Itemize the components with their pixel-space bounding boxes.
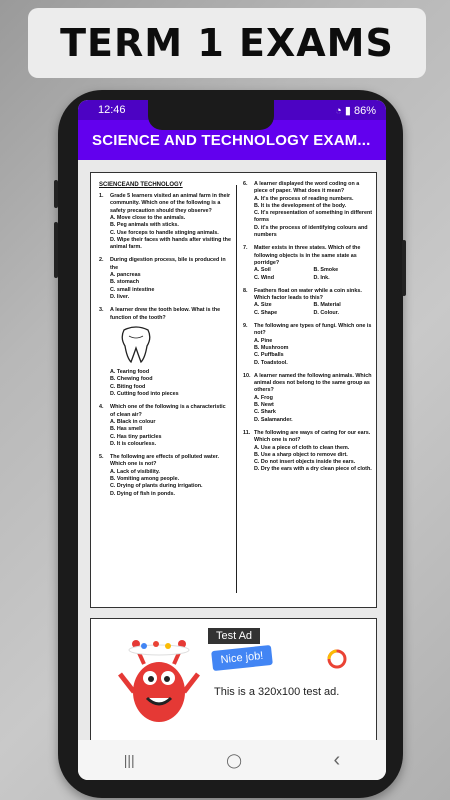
question-stem xyxy=(243,373,373,395)
question-stem xyxy=(243,288,373,303)
question-text: Which one of the following is a characteristic of clean air? xyxy=(110,404,226,418)
question-text: The following are types of fungi. Which one is not? xyxy=(254,323,372,337)
answer-options xyxy=(243,267,373,282)
question-number: 8. xyxy=(243,287,248,294)
answer-option: B. Vomiting among people. xyxy=(110,476,180,482)
question-text: A learner displayed the word coding on a piece of paper. What does it mean? xyxy=(254,181,360,195)
answer-options xyxy=(243,338,373,367)
question-number: 2. xyxy=(99,257,104,264)
battery-icon: ▮ xyxy=(344,104,351,117)
exam-question xyxy=(243,288,373,317)
question-number: 6. xyxy=(243,181,248,187)
app-title: SCIENCE AND TECHNOLOGY EXAM... xyxy=(92,131,371,149)
question-stem xyxy=(99,257,231,272)
recents-button[interactable]: ||| xyxy=(123,752,135,768)
left-column xyxy=(99,181,231,504)
exam-question xyxy=(243,323,373,367)
answer-options xyxy=(243,395,373,424)
answer-options xyxy=(99,215,231,251)
volume-button xyxy=(54,180,58,208)
answer-option: C. Biting food xyxy=(110,383,146,390)
answer-options xyxy=(99,369,231,398)
question-text: A learner named the following animals. Which animal does not belong to the same group as others? xyxy=(254,372,372,394)
right-column xyxy=(243,181,373,480)
system-nav-bar xyxy=(78,740,386,780)
question-number: 11. xyxy=(243,429,251,436)
exam-question xyxy=(99,307,231,398)
exam-heading: SCIENCEAND TECHNOLOGY xyxy=(99,182,183,188)
question-number: 5. xyxy=(99,454,104,461)
answer-option: A. It's the process of reading numbers. xyxy=(254,195,354,202)
question-number: 4. xyxy=(99,404,104,411)
banner-title: TERM 1 EXAMS xyxy=(60,21,394,65)
column-divider xyxy=(236,185,237,593)
home-button[interactable]: ◯ xyxy=(226,751,242,768)
answer-option: A. Soil xyxy=(254,267,271,274)
phone-screen xyxy=(78,100,386,780)
back-button[interactable]: ‹ xyxy=(333,748,341,771)
question-number: 1. xyxy=(99,193,104,200)
answer-option: D. Ink. xyxy=(313,274,330,281)
title-banner xyxy=(28,8,426,78)
battery-indicator xyxy=(335,104,376,117)
answer-option: C. Shape xyxy=(254,309,278,316)
question-text: During digestion process, bile is produced in the xyxy=(110,257,226,271)
battery-level: 86% xyxy=(353,104,376,117)
question-number: 9. xyxy=(243,323,248,330)
question-number: 7. xyxy=(243,245,248,252)
answer-option: B. It is the development of the body. xyxy=(254,202,347,209)
answer-option: B. Mushroom xyxy=(254,344,289,351)
answer-option: A. Frog xyxy=(254,394,273,401)
answer-option: B. Newt xyxy=(254,402,274,409)
exam-question xyxy=(243,181,373,239)
answer-options xyxy=(243,302,373,317)
answer-option: D. Wipe their faces with hands after visiting the animal farm. xyxy=(110,236,231,251)
answer-option: A. Use a piece of cloth to clean them. xyxy=(254,444,350,451)
ad-label: Test Ad xyxy=(208,628,260,644)
ad-logo-icon xyxy=(326,648,348,670)
exam-question xyxy=(99,454,231,498)
answer-option: C. Use forceps to handle stinging animals. xyxy=(110,229,219,236)
answer-option: A. Black in colour xyxy=(110,418,156,425)
answer-option: D. It is colourless. xyxy=(110,440,157,447)
answer-options xyxy=(99,419,231,448)
question-stem xyxy=(99,307,231,322)
answer-option: C. Shark xyxy=(254,409,276,416)
question-stem xyxy=(99,404,231,419)
camera-notch xyxy=(148,100,274,130)
answer-option: B. stomach xyxy=(110,279,140,286)
answer-option: A. Tearing food xyxy=(110,369,150,376)
answer-option: D. Cutting food into pieces xyxy=(110,391,179,398)
question-number: 10. xyxy=(243,372,251,379)
answer-option: C. Has tiny particles xyxy=(110,433,162,440)
answer-option: C. small intestine xyxy=(110,286,155,293)
nice-job-badge: Nice job! xyxy=(211,645,273,671)
question-text: Feathers float on water while a coin sinks. Which factor leads to this? xyxy=(254,287,362,302)
test-ad-banner[interactable] xyxy=(108,628,358,738)
exam-question xyxy=(99,257,231,301)
answer-option: B. Use a sharp object to remove dirt. xyxy=(254,451,348,458)
answer-option: D. it's the process of identifying colours and numbers xyxy=(254,224,368,239)
question-number: 3. xyxy=(99,307,104,314)
question-text: The following are effects of polluted water. Which one is not? xyxy=(110,454,220,468)
question-text: Grade 5 learners visited an animal farm in their community. Which one of the following is a safety precaution should they observe? xyxy=(110,193,231,214)
question-stem xyxy=(243,181,373,196)
answer-option: B. Has smell xyxy=(110,426,143,433)
answer-option: D. Toadstool. xyxy=(254,359,288,366)
answer-option: A. Pine xyxy=(254,337,273,344)
answer-option: A. Move close to the animals. xyxy=(110,214,186,221)
exam-question xyxy=(243,245,373,281)
answer-option: B. Smoke xyxy=(313,267,339,274)
exam-question xyxy=(99,404,231,448)
question-stem xyxy=(243,430,373,445)
answer-option: A. Size xyxy=(254,302,272,309)
answer-option: C. Drying of plants during irrigation. xyxy=(110,483,203,490)
question-text: A learner drew the tooth below. What is the function of the tooth? xyxy=(110,307,221,321)
ad-text: This is a 320x100 test ad. xyxy=(214,686,340,698)
question-stem xyxy=(243,323,373,338)
exam-question xyxy=(243,373,373,424)
exam-question xyxy=(99,193,231,251)
answer-option: D. Colour. xyxy=(313,309,339,316)
answer-option: C. Do not insert objects inside the ears. xyxy=(254,459,356,466)
status-time: 12:46 xyxy=(98,104,126,116)
power-button xyxy=(402,240,406,296)
tooth-drawing xyxy=(99,324,231,367)
answer-option: A. pancreas xyxy=(110,272,141,279)
question-text: Matter exists in three states. Which of the following objects is in the same state as porridge? xyxy=(254,245,361,266)
answer-options xyxy=(243,196,373,240)
answer-option: D. Dry the ears with a dry clean piece of cloth. xyxy=(254,466,372,473)
answer-option: B. Chewing food xyxy=(110,376,153,383)
answer-option: B. Material xyxy=(313,302,341,309)
question-stem xyxy=(99,193,231,215)
question-stem xyxy=(243,245,373,267)
volume-button xyxy=(54,222,58,278)
question-stem xyxy=(99,454,231,469)
answer-option: A. Lack of visibility. xyxy=(110,468,160,475)
answer-option: C. It's representation of something in different forms xyxy=(254,210,373,224)
exam-page xyxy=(90,172,377,608)
answer-options xyxy=(99,272,231,301)
wifi-icon: ◔ xyxy=(335,104,342,117)
answer-option: D. Dying of fish in ponds. xyxy=(110,490,175,497)
question-text: The following are ways of caring for our ears. Which one is not? xyxy=(254,429,371,444)
answer-option: B. Peg animals with sticks. xyxy=(110,222,179,229)
answer-option: C. Puffballs xyxy=(254,352,284,359)
answer-option: D. liver. xyxy=(110,293,130,300)
monster-illustration xyxy=(114,628,204,738)
answer-option: D. Salamander. xyxy=(254,416,293,423)
answer-options xyxy=(99,469,231,498)
answer-option: C. Wind xyxy=(254,274,275,281)
exam-question xyxy=(243,430,373,474)
answer-options xyxy=(243,445,373,474)
